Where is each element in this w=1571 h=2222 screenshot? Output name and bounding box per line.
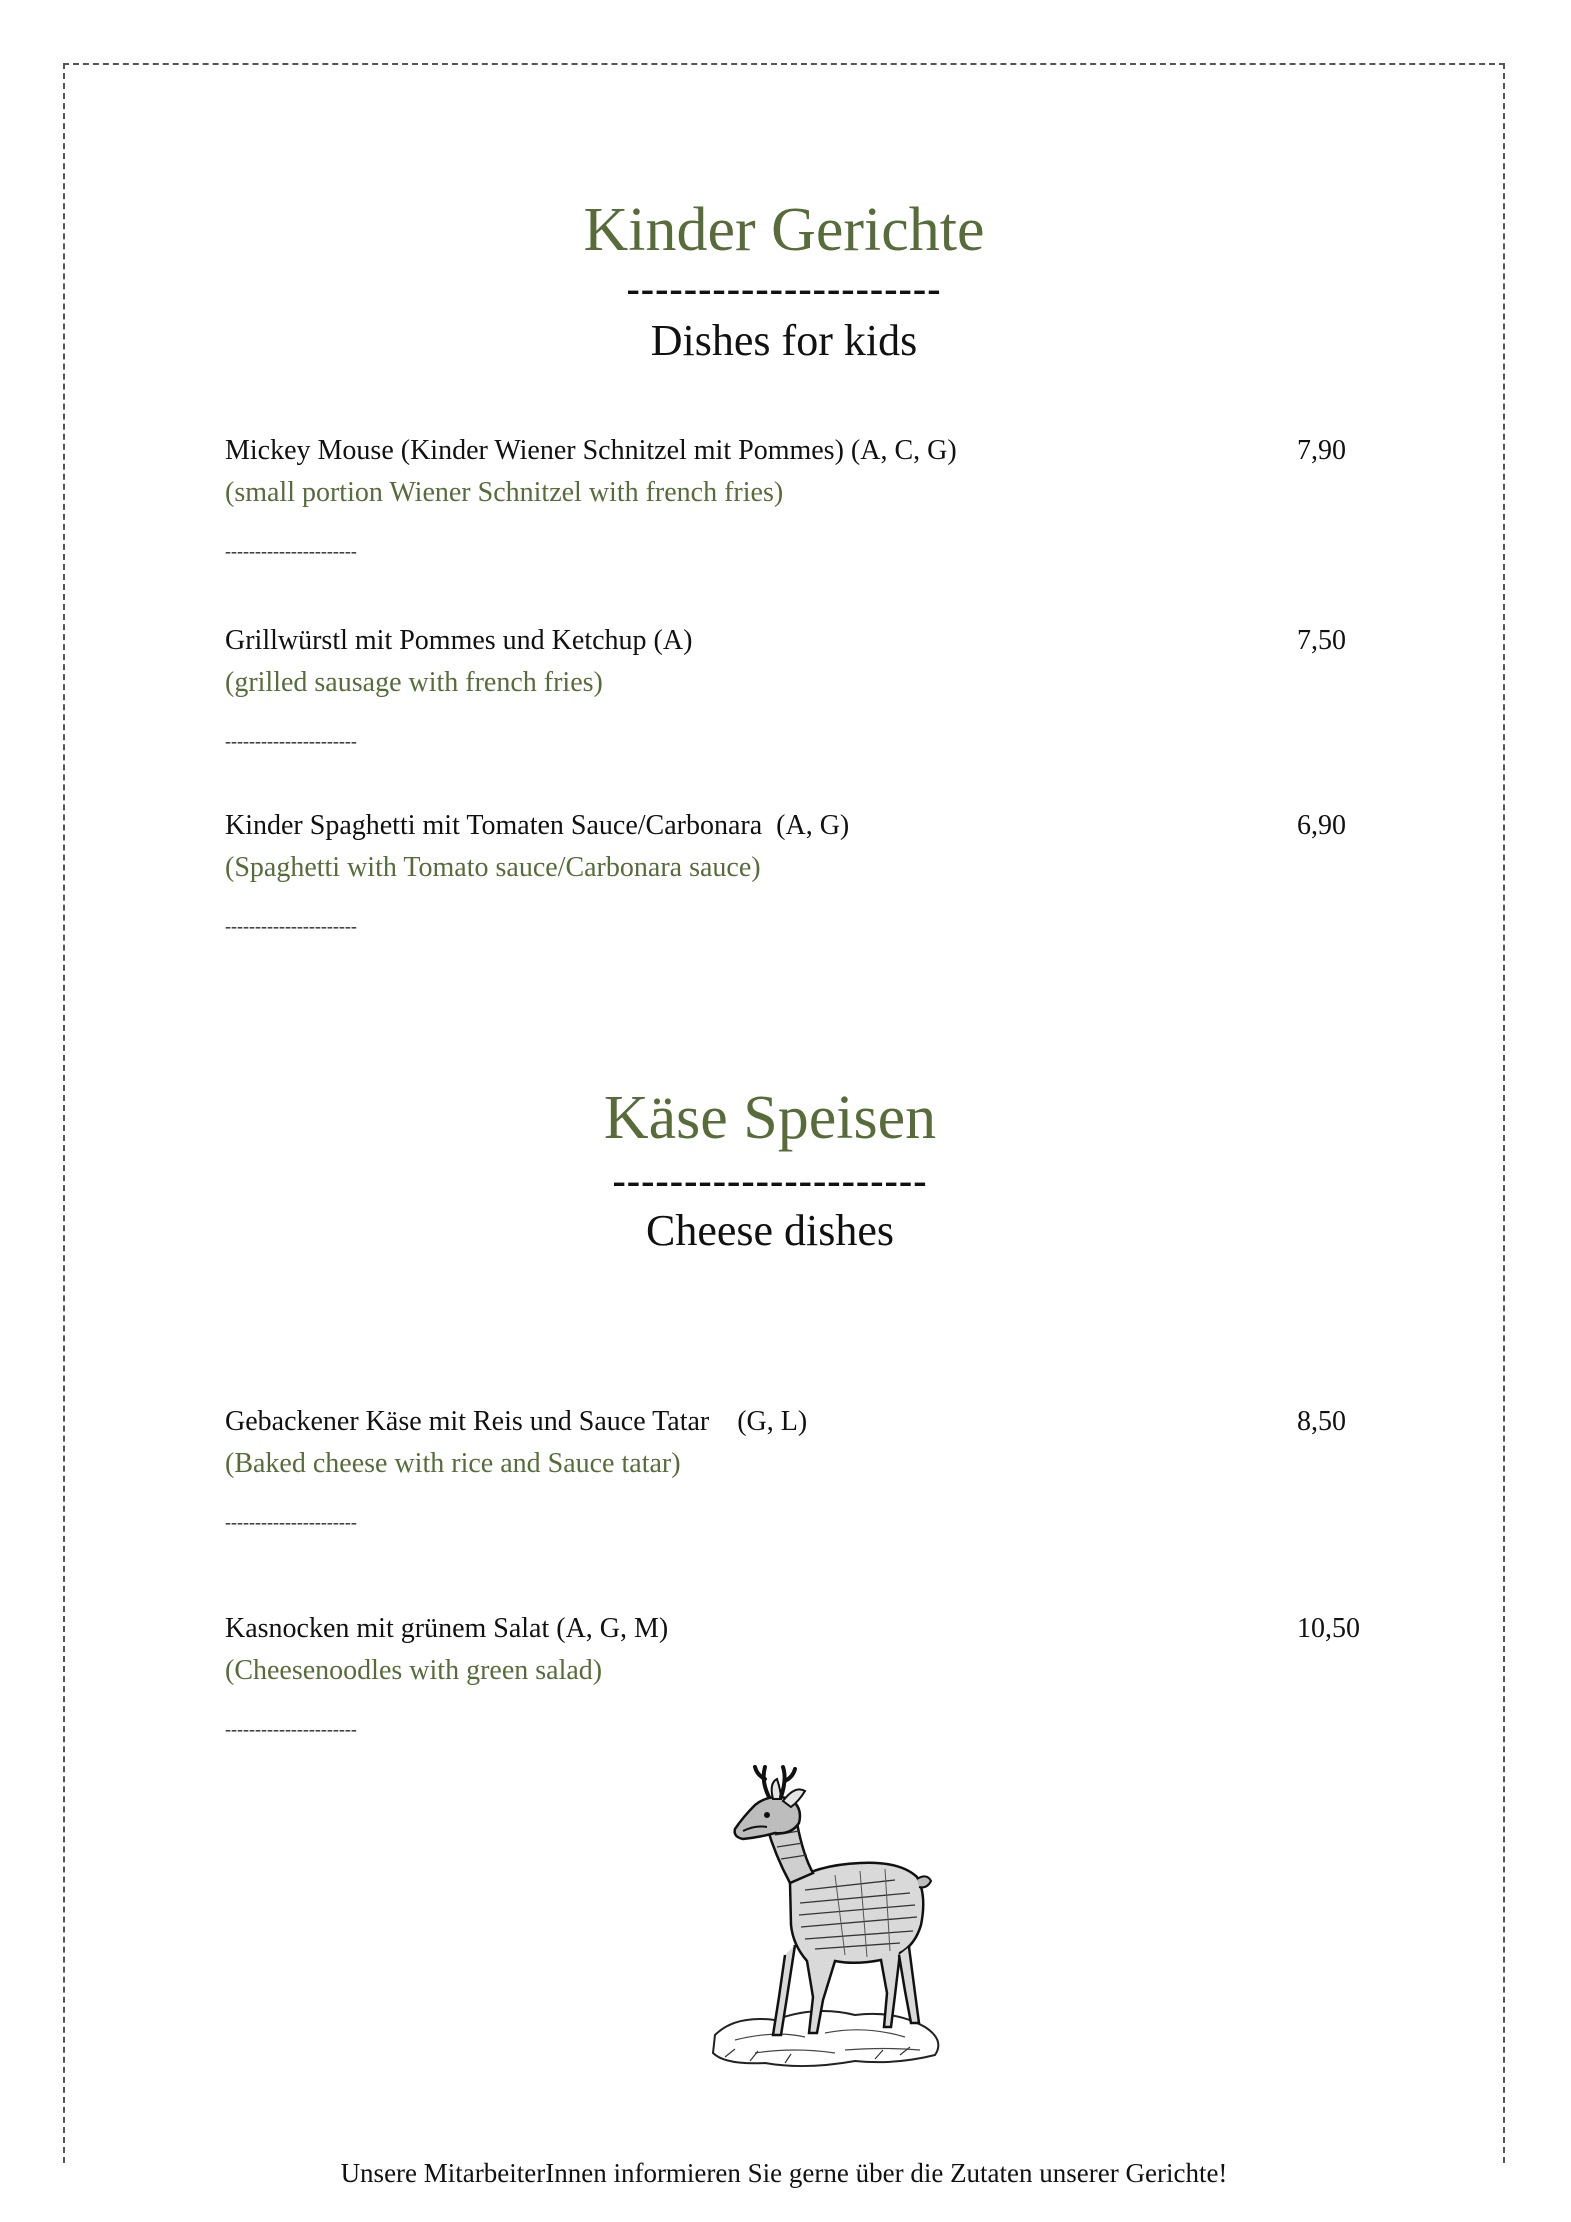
- item-translation: (small portion Wiener Schnitzel with french fries): [225, 477, 784, 508]
- item-price: 7,90: [1297, 435, 1346, 466]
- item-translation: (Cheesenoodles with green salad): [225, 1655, 603, 1686]
- item-name: Kasnocken mit grünem Salat (A, G, M): [225, 1613, 669, 1644]
- item-price: 10,50: [1297, 1613, 1360, 1644]
- item-divider: ----------------------: [225, 731, 357, 751]
- item-translation: (grilled sausage with french fries): [225, 667, 603, 698]
- section-subtitle-kids: Dishes for kids: [650, 316, 918, 365]
- section-title-kids: Kinder Gerichte: [583, 196, 985, 264]
- menu-page: [63, 63, 1505, 2188]
- item-divider: ----------------------: [225, 541, 357, 561]
- item-name: Gebackener Käse mit Reis und Sauce Tatar (G, L): [225, 1406, 808, 1437]
- item-divider: ----------------------: [225, 1719, 357, 1739]
- item-price: 8,50: [1297, 1406, 1346, 1437]
- section-title-cheese: Käse Speisen: [603, 1084, 937, 1152]
- item-name: Kinder Spaghetti mit Tomaten Sauce/Carbonara (A, G): [225, 810, 850, 841]
- footer-clip: [65, 2145, 1503, 2188]
- item-translation: (Spaghetti with Tomato sauce/Carbonara sauce): [225, 852, 761, 883]
- chamois-deer-engraving-icon: [695, 1765, 965, 2085]
- section-subtitle-cheese: Cheese dishes: [645, 1206, 895, 1255]
- item-name: Grillwürstl mit Pommes und Ketchup (A): [225, 625, 693, 656]
- item-divider: ----------------------: [225, 1512, 357, 1532]
- footer-note: Unsere MitarbeiterInnen informieren Sie gerne über die Zutaten unserer Gerichte!: [340, 2158, 1228, 2188]
- item-name: Mickey Mouse (Kinder Wiener Schnitzel mit Pommes) (A, C, G): [225, 435, 957, 466]
- item-price: 6,90: [1297, 810, 1346, 841]
- item-translation: (Baked cheese with rice and Sauce tatar): [225, 1448, 681, 1479]
- section-rule-kids: ----------------------: [626, 266, 942, 311]
- item-price: 7,50: [1297, 625, 1346, 656]
- section-rule-cheese: ----------------------: [612, 1158, 928, 1203]
- item-divider: ----------------------: [225, 916, 357, 936]
